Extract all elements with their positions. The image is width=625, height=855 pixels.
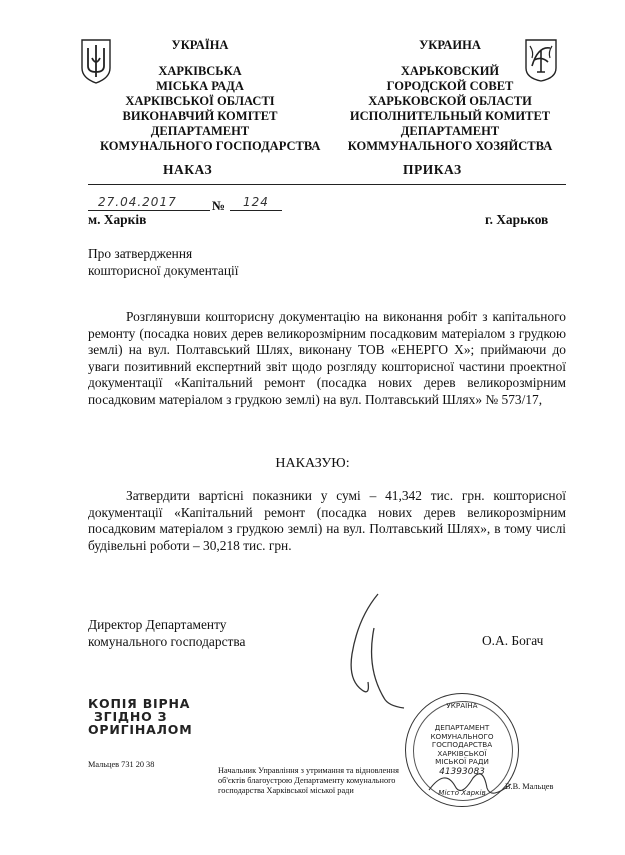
order-heading: НАКАЗУЮ: (275, 456, 350, 471)
header-right-line: ХАРЬКОВСКОЙ ОБЛАСТИ (368, 94, 532, 108)
header-right-line: КОММУНАЛЬНОГО ХОЗЯЙСТВА (347, 139, 553, 153)
copy-stamp-line: ЗГІДНО З (94, 709, 168, 724)
header-divider (88, 184, 566, 185)
certifier-line: Начальник Управління з утримання та відновлення (218, 766, 399, 775)
doc-type-ru: ПРИКАЗ (403, 162, 462, 177)
certifier-signature (425, 760, 515, 810)
seal-line: ДЕПАРТАМЕНТ (434, 723, 490, 732)
header-right-line: ГОРОДСКОЙ СОВЕТ (386, 79, 514, 93)
header-left-line: ХАРКІВСЬКОЇ ОБЛАСТІ (125, 94, 275, 108)
city-ru: г. Харьков (485, 212, 549, 227)
header-right (345, 38, 555, 154)
city-ua: м. Харків (88, 212, 147, 227)
order-paragraph: Затвердити вартісні показники у сумі – 41,342 тис. грн. кошторисної документації «Капітальний ремонт (посадка нових дерев великорозмірним посадковим матеріалом з грудкою землі) на вул. Полтавський Шлях», в тому числі будівельні роботи – 30,218 тис. грн. (88, 488, 566, 553)
seal-bottom-text: Місто Харків (438, 788, 486, 797)
header-left-line: ХАРКІВСЬКА (158, 64, 242, 78)
copy-stamp-line: КОПІЯ ВІРНА (88, 696, 191, 711)
seal-top-text: УКРАЇНА (446, 701, 478, 710)
copy-stamp-line: ОРИГІНАЛОМ (88, 722, 193, 737)
doc-type-ua: НАКАЗ (163, 162, 213, 177)
executor-contact: Мальцев 731 20 38 (88, 760, 155, 769)
header-left-line: МІСЬКА РАДА (156, 79, 244, 93)
subject-line: кошторисної документації (88, 262, 239, 278)
seal-code: 41393083 (439, 766, 485, 777)
header-left-line: КОМУНАЛЬНОГО ГОСПОДАРСТВА (100, 139, 321, 153)
header-right-line: УКРАИНА (419, 38, 481, 52)
copy-stamp (88, 697, 192, 736)
seal-line: МІСЬКОЇ РАДИ (435, 757, 489, 767)
seal-line: ГОСПОДАРСТВА (431, 740, 493, 750)
header-right-line: ДЕПАРТАМЕНТ (400, 124, 500, 138)
number-sign: № (212, 198, 226, 213)
header-left (100, 38, 321, 154)
handwritten-signature (318, 588, 428, 713)
order-number: 124 (243, 195, 269, 209)
certifier-line: господарства Харківської міської ради (218, 786, 354, 795)
certifier-name: В.В. Мальцев (505, 782, 554, 791)
signatory-title (88, 617, 245, 650)
preamble-paragraph: Розглянувши кошторисну документацію на виконання робіт з капітального ремонту (посадка нових дерев великорозмірним посадковим матеріалом з грудкою землі) на вул. Полтавський Шлях, виконану ТОВ «ЕНЕРГО Х»; приймаючи до уваги позитивний експертний звіт щодо розгляду кошторисної частини проектної документації «Капітальний ремонт (посадка нових дерев великорозмірним посадковим матеріалом з грудкою землі) на вул. Полтавський Шлях» № 573/17, (88, 309, 566, 407)
header-left-line: ВИКОНАВЧИЙ КОМІТЕТ (122, 109, 278, 123)
signatory-title-line: Директор Департаменту (88, 617, 227, 632)
seal-line: ХАРКІВСЬКОЇ (437, 748, 487, 758)
header-left-line: ДЕПАРТАМЕНТ (150, 124, 250, 138)
order-date: 27.04.2017 (98, 195, 177, 209)
header-right-line: ИСПОЛНИТЕЛЬНЫЙ КОМИТЕТ (349, 109, 551, 123)
subject-line: Про затвердження (88, 246, 193, 261)
subject (88, 246, 238, 279)
certifier-line: об'єктів благоустрою Департаменту комунального (218, 776, 396, 785)
number-underline (230, 210, 282, 211)
signatory-name: О.А. Богач (482, 633, 544, 648)
signatory-title-line: комунального господарства (88, 633, 246, 649)
certifier-block (218, 766, 428, 796)
header-left-line: УКРАЇНА (171, 38, 229, 52)
header-right-line: ХАРЬКОВСКИЙ (400, 64, 500, 78)
seal-line: КОМУНАЛЬНОГО (430, 731, 494, 741)
date-underline (88, 210, 210, 211)
